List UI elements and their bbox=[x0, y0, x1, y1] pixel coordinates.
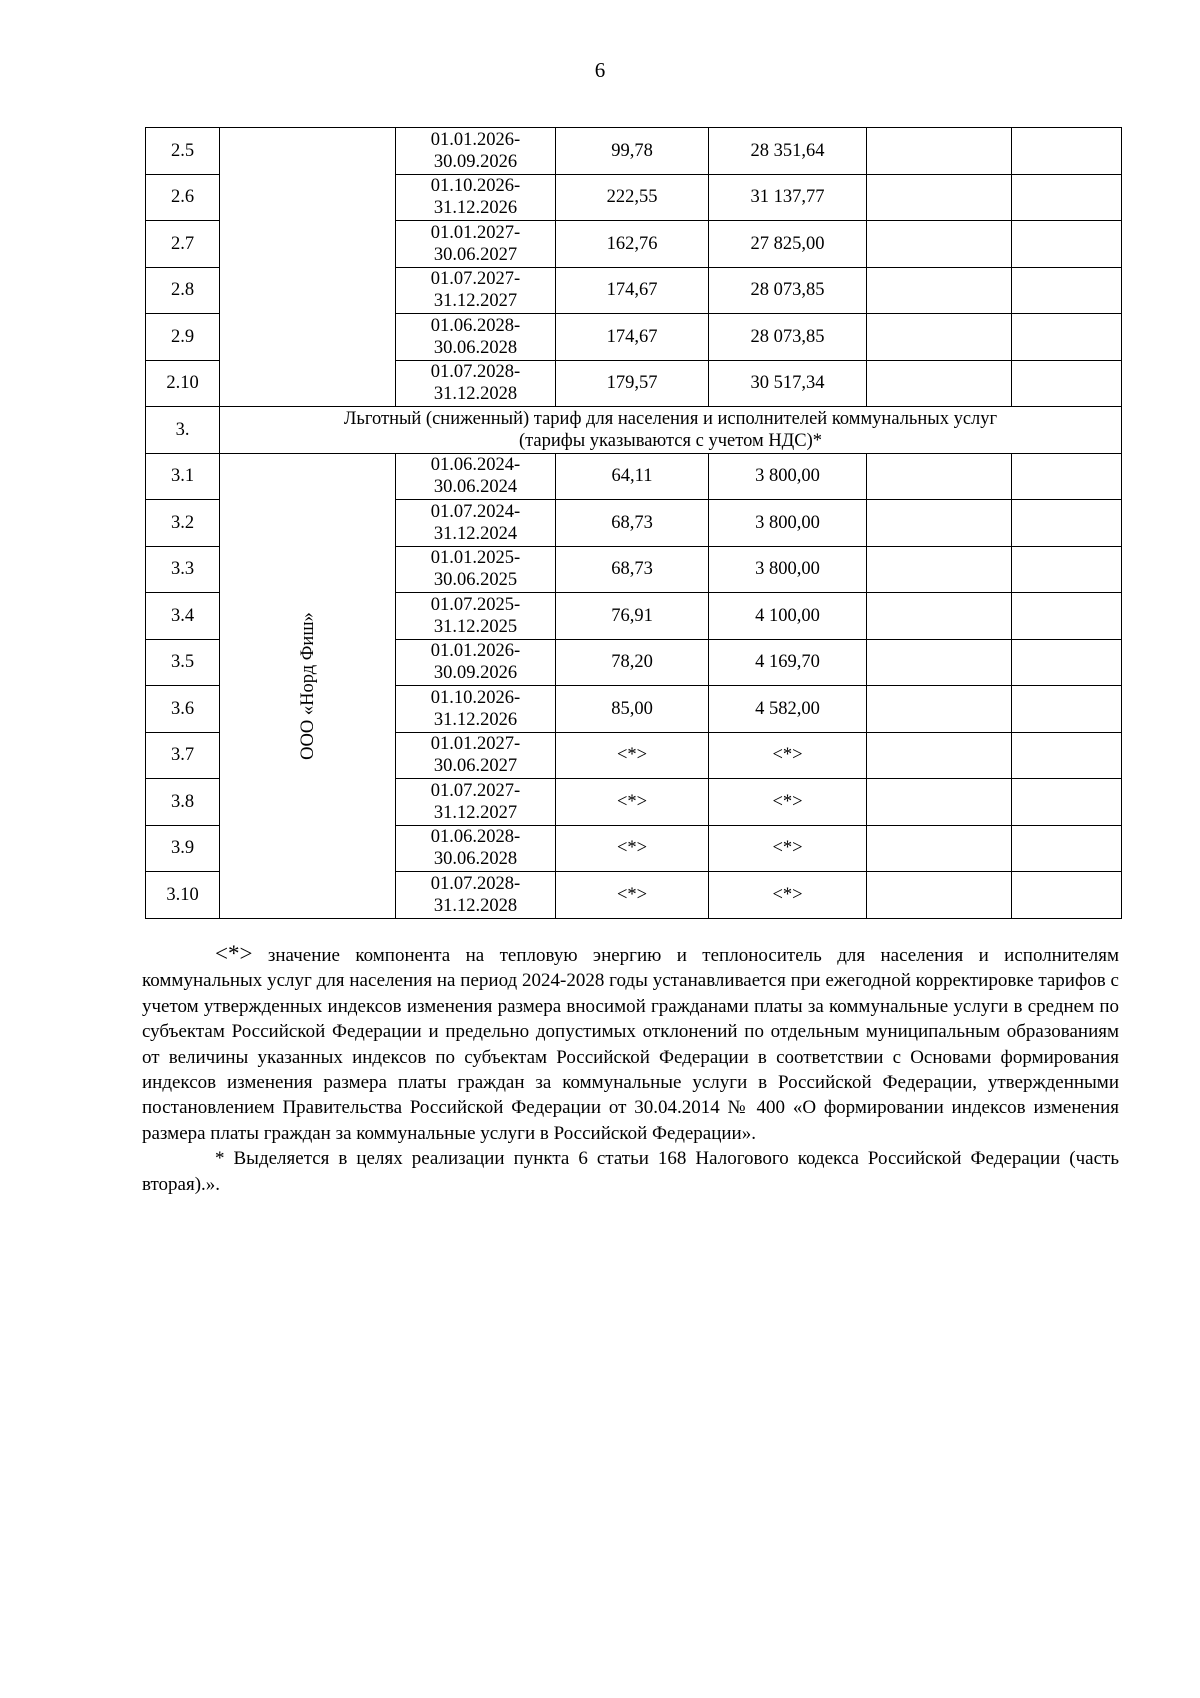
value1-cell: 162,76 bbox=[556, 221, 709, 268]
value2-cell: 28 073,85 bbox=[709, 267, 867, 314]
empty-cell bbox=[867, 779, 1012, 826]
empty-cell bbox=[1012, 779, 1122, 826]
row-number: 3.5 bbox=[146, 639, 220, 686]
empty-cell bbox=[1012, 686, 1122, 733]
period-cell: 01.07.2028- 31.12.2028 bbox=[396, 360, 556, 407]
empty-cell bbox=[867, 500, 1012, 547]
period-cell: 01.06.2024- 30.06.2024 bbox=[396, 453, 556, 500]
value2-cell: 30 517,34 bbox=[709, 360, 867, 407]
organization-cell-part2 bbox=[220, 128, 396, 407]
value1-cell: <*> bbox=[556, 825, 709, 872]
row-number: 2.9 bbox=[146, 314, 220, 361]
value1-cell: 85,00 bbox=[556, 686, 709, 733]
row-number: 3.6 bbox=[146, 686, 220, 733]
period-cell: 01.01.2027- 30.06.2027 bbox=[396, 732, 556, 779]
section-number: 3. bbox=[146, 407, 220, 454]
value2-cell: <*> bbox=[709, 825, 867, 872]
value1-cell: 174,67 bbox=[556, 267, 709, 314]
period-cell: 01.07.2024- 31.12.2024 bbox=[396, 500, 556, 547]
tariff-table bbox=[145, 127, 1122, 919]
period-cell: 01.07.2027- 31.12.2027 bbox=[396, 267, 556, 314]
empty-cell bbox=[1012, 593, 1122, 640]
period-cell: 01.01.2026- 30.09.2026 bbox=[396, 639, 556, 686]
empty-cell bbox=[1012, 221, 1122, 268]
value2-cell: 27 825,00 bbox=[709, 221, 867, 268]
value2-cell: <*> bbox=[709, 872, 867, 919]
period-cell: 01.01.2027- 30.06.2027 bbox=[396, 221, 556, 268]
section-header-row bbox=[146, 407, 1122, 454]
empty-cell bbox=[867, 732, 1012, 779]
row-number: 2.7 bbox=[146, 221, 220, 268]
value1-cell: 68,73 bbox=[556, 546, 709, 593]
footnote-mark: <*> bbox=[215, 941, 253, 966]
organization-cell bbox=[220, 453, 396, 918]
empty-cell bbox=[1012, 360, 1122, 407]
row-number: 3.3 bbox=[146, 546, 220, 593]
row-number: 3.10 bbox=[146, 872, 220, 919]
empty-cell bbox=[1012, 128, 1122, 175]
value1-cell: 174,67 bbox=[556, 314, 709, 361]
empty-cell bbox=[1012, 732, 1122, 779]
value1-cell: 179,57 bbox=[556, 360, 709, 407]
empty-cell bbox=[1012, 267, 1122, 314]
notes-section bbox=[142, 941, 1119, 1197]
value2-cell: 4 169,70 bbox=[709, 639, 867, 686]
empty-cell bbox=[867, 546, 1012, 593]
empty-cell bbox=[867, 593, 1012, 640]
period-cell: 01.07.2028- 31.12.2028 bbox=[396, 872, 556, 919]
empty-cell bbox=[867, 686, 1012, 733]
page-number: 6 bbox=[594, 58, 606, 82]
value1-cell: <*> bbox=[556, 872, 709, 919]
empty-cell bbox=[1012, 825, 1122, 872]
empty-cell bbox=[1012, 453, 1122, 500]
vat-note-paragraph: * Выделяется в целях реализации пункта 6 статьи 168 Налогового кодекса Российской Федерации (часть вторая).». bbox=[142, 1148, 1119, 1195]
table-row bbox=[146, 453, 1122, 500]
footnote-paragraph bbox=[142, 941, 1119, 1146]
period-cell: 01.01.2025- 30.06.2025 bbox=[396, 546, 556, 593]
period-cell: 01.01.2026- 30.09.2026 bbox=[396, 128, 556, 175]
empty-cell bbox=[867, 267, 1012, 314]
value2-cell: 3 800,00 bbox=[709, 546, 867, 593]
value1-cell: 99,78 bbox=[556, 128, 709, 175]
value2-cell: 31 137,77 bbox=[709, 174, 867, 221]
table-row bbox=[146, 128, 1122, 175]
empty-cell bbox=[867, 221, 1012, 268]
empty-cell bbox=[1012, 174, 1122, 221]
value1-cell: 64,11 bbox=[556, 453, 709, 500]
empty-cell bbox=[1012, 639, 1122, 686]
period-cell: 01.07.2027- 31.12.2027 bbox=[396, 779, 556, 826]
value1-cell: 222,55 bbox=[556, 174, 709, 221]
empty-cell bbox=[1012, 500, 1122, 547]
empty-cell bbox=[1012, 872, 1122, 919]
empty-cell bbox=[867, 639, 1012, 686]
value2-cell: 4 100,00 bbox=[709, 593, 867, 640]
row-number: 3.2 bbox=[146, 500, 220, 547]
value2-cell: 28 351,64 bbox=[709, 128, 867, 175]
value2-cell: 3 800,00 bbox=[709, 500, 867, 547]
value1-cell: 68,73 bbox=[556, 500, 709, 547]
footnote-text: значение компонента на тепловую энергию и теплоноситель для населения и исполнителям коммунальных услуг для населения на период 2024-2028 годы устанавливается при ежегодной корректировке тарифов с учетом утвержденных индексов изменения размера вносимой гражданами платы за коммунальные услуги в среднем по субъектам Российской Федерации и предельно допустимых отклонений по отдельным муниципальным образованиям от величины указанных индексов по субъектам Российской Федерации в соответствии с Основами формирования индексов изменения размера платы граждан за коммунальные услуги в Российской Федерации, утвержденными постановлением Правительства Российской Федерации от 30.04.2014 № 400 «О формировании индексов изменения размера платы граждан за коммунальные услуги в Российской Федерации». bbox=[142, 945, 1119, 1144]
empty-cell bbox=[867, 360, 1012, 407]
empty-cell bbox=[867, 872, 1012, 919]
empty-cell bbox=[867, 174, 1012, 221]
row-number: 2.10 bbox=[146, 360, 220, 407]
empty-cell bbox=[867, 453, 1012, 500]
row-number: 3.9 bbox=[146, 825, 220, 872]
empty-cell bbox=[867, 314, 1012, 361]
value2-cell: 3 800,00 bbox=[709, 453, 867, 500]
empty-cell bbox=[867, 825, 1012, 872]
row-number: 3.4 bbox=[146, 593, 220, 640]
period-cell: 01.10.2026- 31.12.2026 bbox=[396, 686, 556, 733]
section-title: Льготный (сниженный) тариф для населения и исполнителей коммунальных услуг (тарифы указываются с учетом НДС)* bbox=[220, 407, 1122, 454]
value2-cell: <*> bbox=[709, 732, 867, 779]
value1-cell: <*> bbox=[556, 732, 709, 779]
row-number: 2.8 bbox=[146, 267, 220, 314]
value2-cell: 4 582,00 bbox=[709, 686, 867, 733]
row-number: 2.5 bbox=[146, 128, 220, 175]
period-cell: 01.10.2026- 31.12.2026 bbox=[396, 174, 556, 221]
value1-cell: <*> bbox=[556, 779, 709, 826]
value1-cell: 78,20 bbox=[556, 639, 709, 686]
organization-name: ООО «Норд Фиш» bbox=[297, 611, 318, 760]
empty-cell bbox=[867, 128, 1012, 175]
period-cell: 01.06.2028- 30.06.2028 bbox=[396, 314, 556, 361]
row-number: 3.1 bbox=[146, 453, 220, 500]
row-number: 2.6 bbox=[146, 174, 220, 221]
value1-cell: 76,91 bbox=[556, 593, 709, 640]
empty-cell bbox=[1012, 546, 1122, 593]
period-cell: 01.07.2025- 31.12.2025 bbox=[396, 593, 556, 640]
row-number: 3.8 bbox=[146, 779, 220, 826]
value2-cell: <*> bbox=[709, 779, 867, 826]
empty-cell bbox=[1012, 314, 1122, 361]
period-cell: 01.06.2028- 30.06.2028 bbox=[396, 825, 556, 872]
row-number: 3.7 bbox=[146, 732, 220, 779]
value2-cell: 28 073,85 bbox=[709, 314, 867, 361]
